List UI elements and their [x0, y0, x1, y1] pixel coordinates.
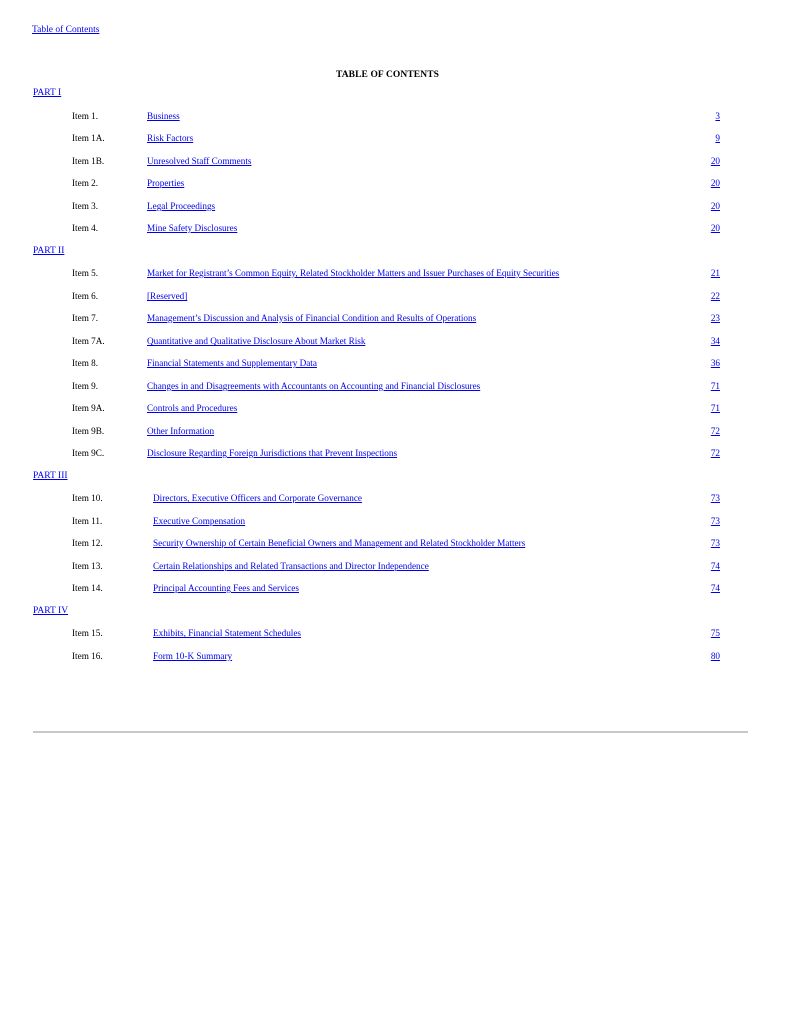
part-iii-link[interactable]: PART III [33, 471, 68, 481]
item-title-link[interactable]: Certain Relationships and Related Transactions and Director Independence [153, 561, 429, 571]
item-page-link[interactable]: 72 [710, 426, 720, 436]
item-number: Item 10. [72, 493, 103, 503]
toc-row [0, 381, 791, 395]
item-number: Item 11. [72, 516, 103, 526]
item-number: Item 1A. [72, 133, 105, 143]
item-title-link[interactable]: Market for Registrant’s Common Equity, Related Stockholder Matters and Issuer Purchases of Equity Securities [147, 268, 560, 278]
item-number: Item 9B. [72, 426, 105, 436]
toc-row [0, 313, 791, 327]
toc-row [0, 133, 791, 147]
toc-row [0, 403, 791, 417]
toc-row [0, 561, 791, 575]
item-number: Item 8. [72, 358, 99, 368]
item-title-link[interactable]: Unresolved Staff Comments [147, 156, 252, 166]
item-title-link[interactable]: Risk Factors [147, 133, 194, 143]
item-title-link[interactable]: Form 10-K Summary [153, 651, 233, 661]
toc-row [0, 651, 791, 665]
item-number: Item 9. [72, 381, 99, 391]
item-title-link[interactable]: Disclosure Regarding Foreign Jurisdictions that Prevent Inspections [147, 448, 398, 458]
item-number: Item 7A. [72, 336, 105, 346]
item-title-link[interactable]: Properties [147, 178, 185, 188]
item-page-link[interactable]: 21 [710, 268, 720, 278]
toc-row [0, 111, 791, 125]
toc-row [0, 268, 791, 282]
item-title-link[interactable]: Management’s Discussion and Analysis of Financial Condition and Results of Operations [147, 313, 477, 323]
toc-row [0, 628, 791, 642]
item-page-link[interactable]: 73 [710, 493, 720, 503]
item-page-link[interactable]: 75 [710, 628, 720, 638]
item-page-link[interactable]: 74 [710, 583, 720, 593]
part-ii-link[interactable]: PART II [33, 246, 65, 256]
item-page-link[interactable]: 71 [710, 403, 720, 413]
item-number: Item 16. [72, 651, 103, 661]
toc-row [0, 336, 791, 350]
item-number: Item 1B. [72, 156, 105, 166]
page-divider [33, 731, 748, 733]
item-number: Item 2. [72, 178, 99, 188]
toc-row [0, 156, 791, 170]
item-number: Item 9C. [72, 448, 105, 458]
page-title: TABLE OF CONTENTS [335, 70, 440, 80]
item-page-link[interactable]: 73 [710, 516, 720, 526]
toc-row [0, 426, 791, 440]
item-title-link[interactable]: Executive Compensation [153, 516, 246, 526]
part-iv-link[interactable]: PART IV [33, 606, 69, 616]
item-page-link[interactable]: 23 [710, 313, 720, 323]
item-page-link[interactable]: 73 [710, 538, 720, 548]
item-title-link[interactable]: Changes in and Disagreements with Accountants on Accounting and Financial Disclosures [147, 381, 481, 391]
item-number: Item 1. [72, 111, 99, 121]
toc-row [0, 223, 791, 237]
item-page-link[interactable]: 72 [710, 448, 720, 458]
toc-row [0, 448, 791, 462]
item-page-link[interactable]: 74 [710, 561, 720, 571]
item-number: Item 7. [72, 313, 99, 323]
toc-row [0, 178, 791, 192]
toc-row [0, 583, 791, 597]
toc-row [0, 358, 791, 372]
item-title-link[interactable]: Other Information [147, 426, 215, 436]
item-number: Item 15. [72, 628, 103, 638]
item-title-link[interactable]: Mine Safety Disclosures [147, 223, 238, 233]
item-number: Item 5. [72, 268, 99, 278]
toc-row [0, 493, 791, 507]
item-title-link[interactable]: Quantitative and Qualitative Disclosure About Market Risk [147, 336, 366, 346]
item-page-link[interactable]: 71 [710, 381, 720, 391]
item-page-link[interactable]: 9 [715, 133, 720, 143]
item-title-link[interactable]: [Reserved] [147, 291, 188, 301]
item-page-link[interactable]: 22 [710, 291, 720, 301]
item-page-link[interactable]: 3 [715, 111, 720, 121]
item-number: Item 6. [72, 291, 99, 301]
item-title-link[interactable]: Business [147, 111, 180, 121]
toc-row [0, 291, 791, 305]
item-title-link[interactable]: Principal Accounting Fees and Services [153, 583, 299, 593]
item-number: Item 4. [72, 223, 99, 233]
item-title-link[interactable]: Legal Proceedings [147, 201, 216, 211]
item-title-link[interactable]: Financial Statements and Supplementary Data [147, 358, 317, 368]
item-title-link[interactable]: Exhibits, Financial Statement Schedules [153, 628, 301, 638]
item-title-link[interactable]: Security Ownership of Certain Beneficial Owners and Management and Related Stockholder Matters [153, 538, 526, 548]
toc-row [0, 538, 791, 552]
item-title-link[interactable]: Directors, Executive Officers and Corporate Governance [153, 493, 363, 503]
table-of-contents-link[interactable]: Table of Contents [32, 25, 100, 35]
item-number: Item 12. [72, 538, 103, 548]
item-page-link[interactable]: 20 [710, 223, 720, 233]
item-number: Item 9A. [72, 403, 105, 413]
toc-row [0, 516, 791, 530]
item-page-link[interactable]: 36 [710, 358, 720, 368]
item-number: Item 13. [72, 561, 103, 571]
toc-row [0, 201, 791, 215]
item-page-link[interactable]: 20 [710, 178, 720, 188]
item-page-link[interactable]: 80 [710, 651, 720, 661]
item-page-link[interactable]: 20 [710, 156, 720, 166]
part-i-link[interactable]: PART I [33, 88, 62, 98]
item-page-link[interactable]: 20 [710, 201, 720, 211]
item-number: Item 14. [72, 583, 103, 593]
item-title-link[interactable]: Controls and Procedures [147, 403, 238, 413]
item-page-link[interactable]: 34 [710, 336, 720, 346]
item-number: Item 3. [72, 201, 99, 211]
